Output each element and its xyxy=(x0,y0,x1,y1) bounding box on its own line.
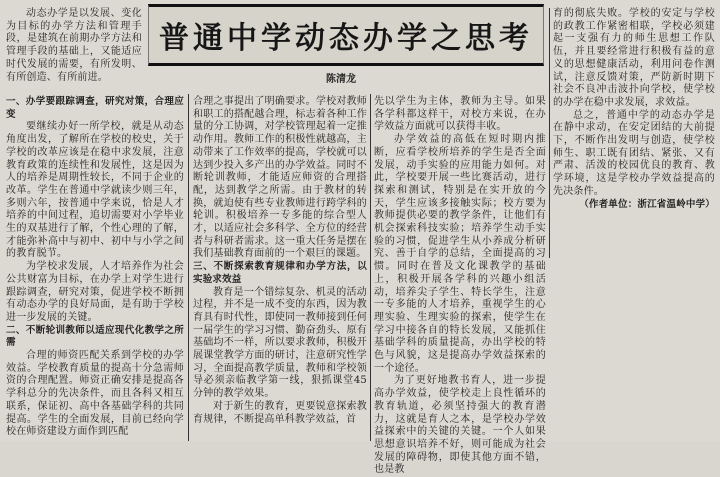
section-heading-2: 二、不断轮训教师以适应现代化教学之所需 xyxy=(6,324,184,349)
column-divider xyxy=(370,94,371,441)
paragraph: 为学校求发展，人才培养作为社会公共财富为目标，在办学上对学生进行跟踪调查，研究对策，促进学校不断拥有动态办学的良好局面，是有助于学校进一步发展的关键。 xyxy=(6,261,184,323)
author-affiliation: （作者单位：浙江省温岭中学） xyxy=(579,198,715,210)
section-heading-1: 一、办学要跟踪调查，研究对策，合理应变 xyxy=(6,96,184,120)
paragraph: 先以学生为主体，教师为主导。如果各学科都这样干，对校方来说，在办学效益方面就可以获得丰收。 xyxy=(374,96,546,133)
column-divider xyxy=(549,8,550,258)
column-1-top xyxy=(6,8,142,100)
paragraph: 对于新生的教育，更要锐意探索教育规律，不断提高单科教学效益，首 xyxy=(193,400,367,425)
section-heading-3: 三、不断探索教育规律和办学方法，以实验求效益 xyxy=(193,261,367,285)
paragraph: 合理之事提出了明确要求。学校对教师和职工的搭配越合理，标志着各种工作量的分工协调，对学校管理起着一定推动作用。教师工作的积极性就越高，主动带来了工作效率的提高，学校就可以达到少投入多产出的办学效益。同时不断轮训教师，才能适应师资的合理搭配，达到教学之所需。由于教材的转换，就迫使有些专业教师进行跨学科的轮训。积极培养一专多能的综合型人才，以适应社会多科学、全方位的经营者与科研者需求。这一重大任务是摆在我们基础教育面前的一个艰巨的课题。 xyxy=(193,96,367,260)
column-1 xyxy=(6,96,184,441)
paragraph: 要继续办好一所学校，就是从动态角度出发，了解所在学校的校史，关于学校的改革应该是在稳中求发展，注意教育政策的连续性和发展性，这是因为人的培养是周期性较长，不同于企业的改革。学生在普通中学就读少则三年，多则六年，按普通中学来说，恰是人才培养的中间过程，追切需要对小学毕业生的双基进行了解，个性心理的了解，才能弥补高中与初中、初中与小学之间的教育脱节。 xyxy=(6,121,184,260)
column-divider xyxy=(188,94,189,441)
title-box xyxy=(148,4,544,66)
article-author: 陈清龙 xyxy=(326,74,356,85)
paragraph: 教育是一个错综复杂、机灵的活动过程，并不是一成不变的东西，因为教育具有时代性，即使同一教师接到任何一届学生的学习习惯、勤奋劲头、原有基础均不一样，所以要求教师，积极开展课堂教学方面的研讨，注意研究性学习，全面提高教学质量，教师和学校领导必须亲临教学第一线，狠抓课堂45分钟的教学效果。 xyxy=(193,286,367,400)
article-title: 普通中学动态办学之思考 xyxy=(159,21,533,56)
paragraph: 合理的师资匹配关系到学校的办学效益。学校教育质量的提高十分急需师资的合理配置。师资正确安排是提高各学科总分的先决条件，而且各科又相互联系，保证初、高中各基础学科的共同提高。学生的全面发展，目前已经向学校在师资建设方面作到匹配 xyxy=(6,350,184,438)
paragraph: 为了更好地教书育人，进一步提高办学效益，使学校走上良性循环的教育轨道，必须坚持强大的教育潜力，这就是育人之本，是学校办学效益探索中的关键的关键。一个人如果思想意识培养不好，则可能成为社会发展的障碍物，即使其他方面不错，也是教 xyxy=(374,375,546,476)
paragraph: 总之，普通中学的动态办学是在静中求动，在安定团结的大前提下，不断作出发明与创造，使学校师生、职工既有团结、紧张、又有严肃、活泼的校园优良的教育、教学环境，这是学校办学效益提高的先决条件。 xyxy=(553,109,715,197)
column-2 xyxy=(193,96,367,441)
column-3 xyxy=(374,96,546,476)
column-4 xyxy=(553,8,715,260)
paragraph: 办学效益的高低在短时期内推断，应看学校所培养的学生是否全面发展，动手实验的应用能力如何。对此，学校要开展一些比赛活动，进行探索和测试，特别是在实开放的今天，学生应该多接触实际；校方要为教师提供必要的教学条件，让他们有机会探索科技实验；培养学生动手实验的习惯，促进学生从小养成分析研究、善于自学的总结，全面提高的习惯。同时在普及文化课教学的基础上，积极开展各学科的兴趣小组活动，培养尖子学生、特长学生，注意一专多能的人才培养，重视学生的心理实验、生理实验的探索，使学生在学习中接各自的特长发展，又能抓住基础学科的质量提高，办出学校的特色与风貌，这是提高办学效益探索的一个途径。 xyxy=(374,134,546,374)
intro-paragraph: 动态办学是以发展、变化为目标的办学方法和管理手段，是建筑在前期办学方法和管理手段的基础上，又能适应时代发展的需要，有所发明、有所创造、有所前进。 xyxy=(6,8,142,83)
paragraph: 育的彻底失败。学校的安定与学校的政教工作紧密相联，学校必须建起一支强有力的师生思想工作队伍，并且要经常进行积极有益的意义的思想健康活动，利用问卷作测试，注意反馈对策，严防新时期下社会不良冲击波扑向学校，使学校的办学在稳中求发展，求效益。 xyxy=(553,8,715,108)
